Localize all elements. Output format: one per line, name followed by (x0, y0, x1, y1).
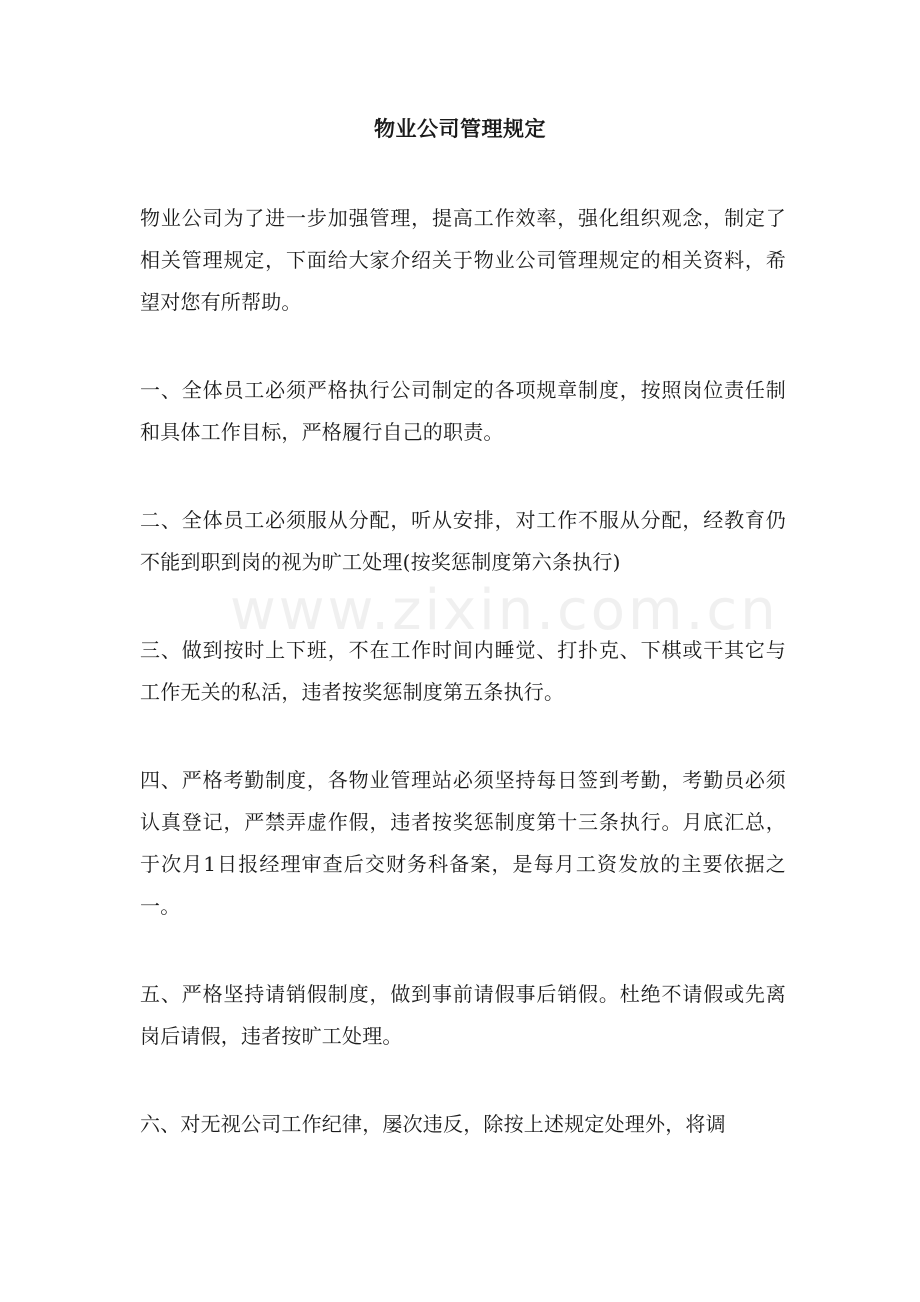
rule-5-paragraph: 五、严格坚持请销假制度，做到事前请假事后销假。杜绝不请假或先离岗后请假，违者按旷工处理。 (140, 982, 786, 1048)
rule-4-paragraph: 四、严格考勤制度，各物业管理站必须坚持每日签到考勤，考勤员必须认真登记，严禁弄虚作假，违者按奖惩制度第十三条执行。月底汇总，于次月1日报经理审查后交财务科备案，是每月工资发放的主要依据之一。 (140, 768, 786, 918)
rule-2-paragraph: 二、全体员工必须服从分配，听从安排，对工作不服从分配，经教育仍不能到职到岗的视为旷工处理(按奖惩制度第六条执行) (140, 508, 786, 574)
rule-3-paragraph: 三、做到按时上下班，不在工作时间内睡觉、打扑克、下棋或干其它与工作无关的私活，违者按奖惩制度第五条执行。 (140, 638, 786, 704)
intro-paragraph: 物业公司为了进一步加强管理，提高工作效率，强化组织观念，制定了相关管理规定，下面给大家介绍关于物业公司管理规定的相关资料，希望对您有所帮助。 (140, 206, 786, 314)
rule-1-paragraph: 一、全体员工必须严格执行公司制定的各项规章制度，按照岗位责任制和具体工作目标，严格履行自己的职责。 (140, 378, 786, 444)
document-body (140, 197, 786, 1145)
watermark: www.zixin.com.cn (230, 578, 779, 643)
rule-6-paragraph: 六、对无视公司工作纪律，屡次违反，除按上述规定处理外，将调 (140, 1112, 726, 1136)
document-title: 物业公司管理规定 (374, 116, 546, 141)
